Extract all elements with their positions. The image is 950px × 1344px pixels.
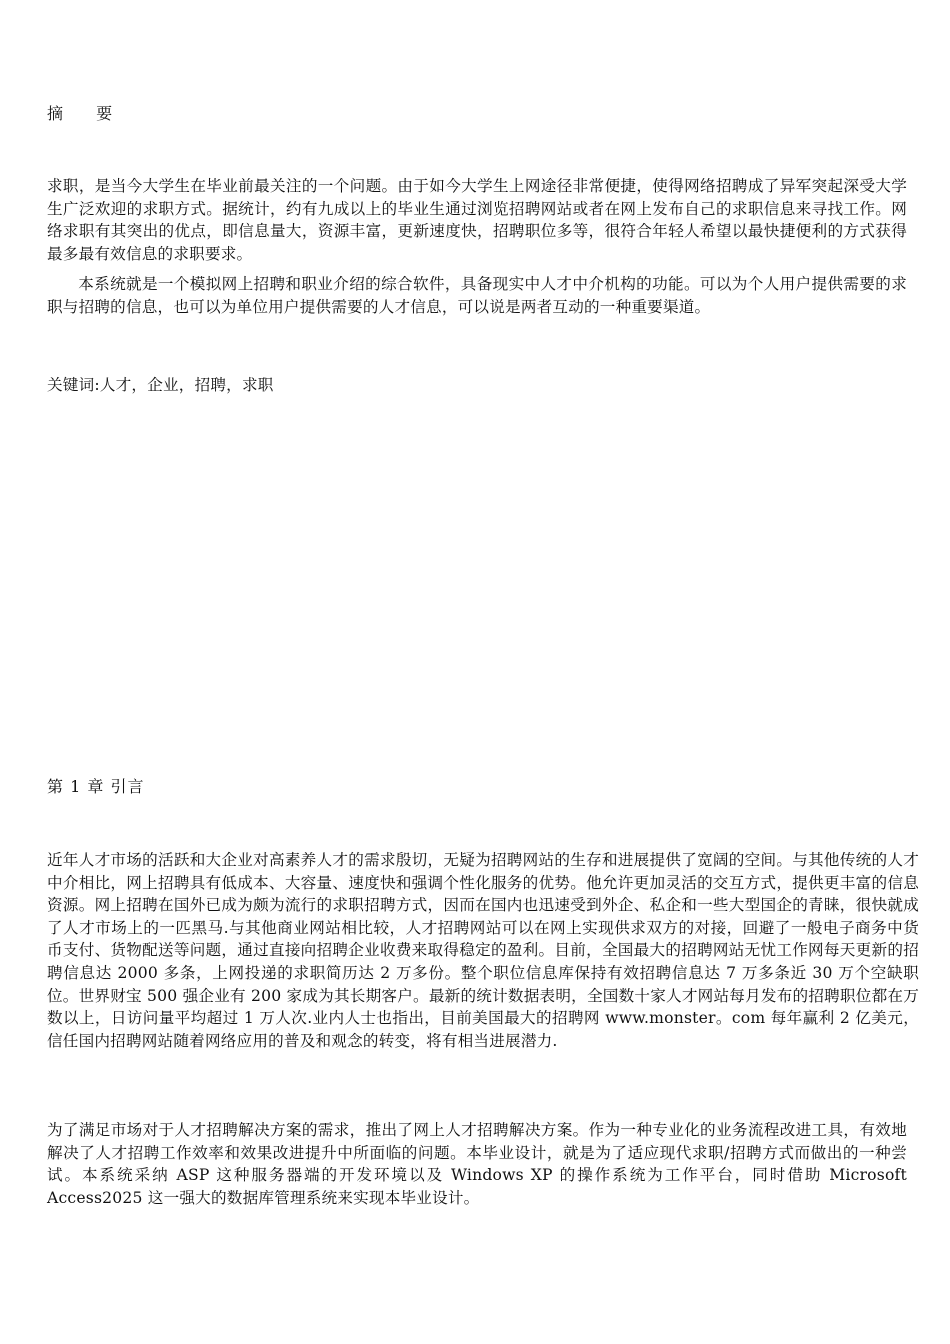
chapter-heading: 第 1 章 引言 <box>47 777 145 796</box>
chapter-paragraph: 近年人才市场的活跃和大企业对高素养人才的需求殷切，无疑为招聘网站的生存和进展提供了宽阔的空间。与其他传统的人才中介相比，网上招聘具有低成本、大容量、速度快和强调个性化服务的优势。他允许更加灵活的交互方式，提供更丰富的信息资源。网上招聘在国外已成为颇为流行的求职招聘方式，因而在国内也迅速受到外企、私企和一些大型国企的青睐，很快就成了人才市场上的一匹黑马.与其他商业网站相比较，人才招聘网站可以在网上实现供求双方的对接，回避了一般电子商务中货币支付、货物配送等问题，通过直接向招聘企业收费来取得稳定的盈利。目前，全国最大的招聘网站无忧工作网每天更新的招聘信息达 2000 多条，上网投递的求职简历达 2 万多份。整个职位信息库保持有效招聘信息达 7 万多条近 30 万个空缺职位。世界财宝 500 强企业有 200 家成为其长期客户。最新的统计数据表明，全国数十家人才网站每月发布的招聘职位都在万数以上，日访问量平均超过 1 万人次.业内人士也指出，目前美国最大的招聘网 www.monster。com 每年赢利 2 亿美元，信任国内招聘网站随着网络应用的普及和观念的转变，将有相当进展潜力. <box>47 851 919 1050</box>
keywords-line: 关键词:人才，企业，招聘，求职 <box>47 376 274 394</box>
chapter-paragraph: 为了满足市场对于人才招聘解决方案的需求，推出了网上人才招聘解决方案。作为一种专业化的业务流程改进工具，有效地解决了人才招聘工作效率和效果改进提升中所面临的问题。本毕业设计，就是为了适应现代求职/招聘方式而做出的一种尝试。本系统采纳 ASP 这种服务器端的开发环境以及 Windows XP 的操作系统为工作平台，同时借助 Microsoft Access2025 这一强大的数据库管理系统来实现本毕业设计。 <box>47 1121 907 1207</box>
abstract-heading: 摘 要 <box>47 104 127 123</box>
abstract-paragraph: 本系统就是一个模拟网上招聘和职业介绍的综合软件，具备现实中人才中介机构的功能。可以为个人用户提供需要的求职与招聘的信息，也可以为单位用户提供需要的人才信息，可以说是两者互动的一种重要渠道。 <box>47 275 907 316</box>
abstract-paragraph: 求职，是当今大学生在毕业前最关注的一个问题。由于如今大学生上网途径非常便捷，使得网络招聘成了异军突起深受大学生广泛欢迎的求职方式。据统计，约有九成以上的毕业生通过浏览招聘网站或者在网上发布自己的求职信息来寻找工作。网络求职有其突出的优点，即信息量大，资源丰富，更新速度快，招聘职位多等，很符合年轻人希望以最快捷便利的方式获得最多最有效信息的求职要求。 <box>47 177 907 263</box>
